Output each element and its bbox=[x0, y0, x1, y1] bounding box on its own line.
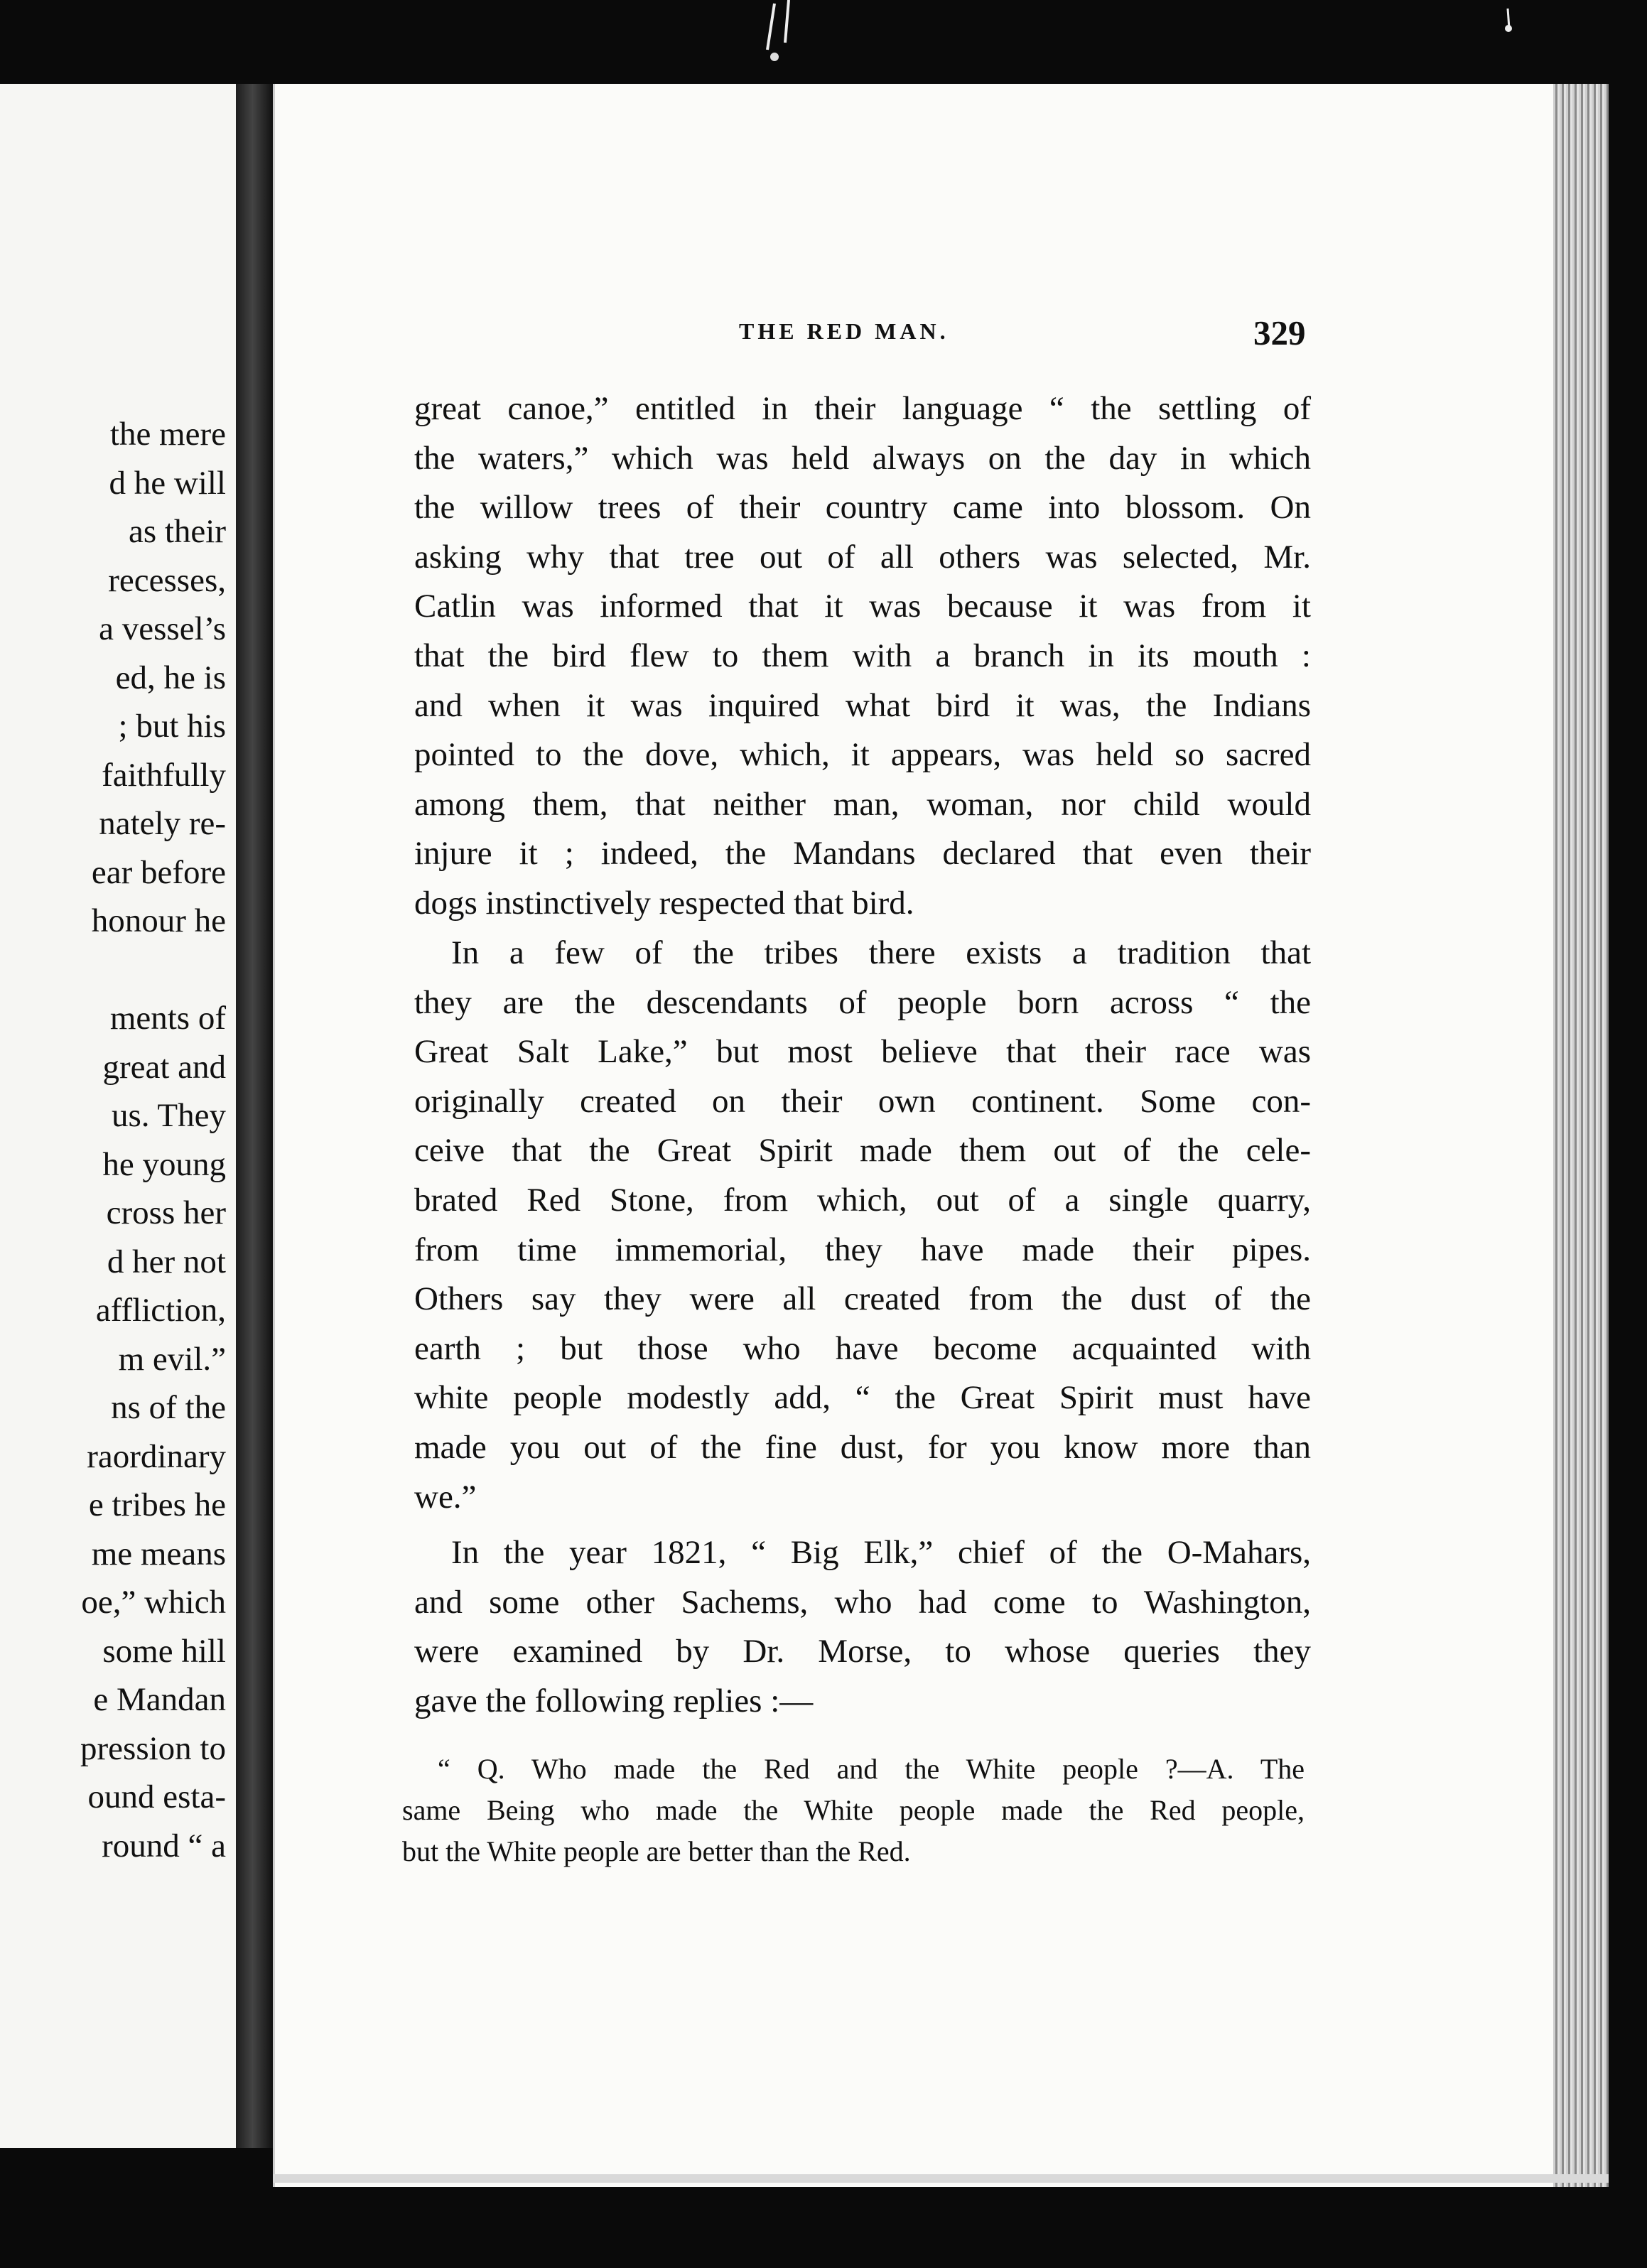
previous-page-line: as their bbox=[128, 513, 226, 550]
paragraph-line: brated Red Stone, from which, out of a single quarry, bbox=[414, 1182, 1311, 1219]
paragraph-line: asking why that tree out of all others was selected, Mr. bbox=[414, 538, 1311, 576]
paragraph-line: great canoe,” entitled in their language “ the settling of bbox=[414, 390, 1311, 427]
quote-line: “ Q. Who made the Red and the White people ?—A. The bbox=[438, 1753, 1305, 1785]
paragraph-line: dogs instinctively respected that bird. bbox=[414, 885, 914, 922]
paragraph-line: originally created on their own continent. Some con- bbox=[414, 1082, 1311, 1120]
paragraph-line: they are the descendants of people born across “ the bbox=[414, 983, 1311, 1021]
book-gutter bbox=[236, 84, 273, 2148]
paragraph-line: white people modestly add, “ the Great Spirit must have bbox=[414, 1379, 1311, 1417]
quote-line: same Being who made the White people made the Red people, bbox=[402, 1794, 1305, 1826]
previous-page-line: honour he bbox=[91, 902, 226, 939]
paragraph-line: Catlin was informed that it was because it was from it bbox=[414, 588, 1311, 625]
previous-page-line: the mere bbox=[109, 416, 226, 453]
previous-page-line: nately re- bbox=[99, 805, 226, 842]
previous-page-line: raordinary bbox=[87, 1437, 226, 1475]
paragraph-line: the waters,” which was held always on the day in which bbox=[414, 439, 1311, 477]
previous-page-line: me means bbox=[91, 1535, 226, 1572]
paragraph-line: Great Salt Lake,” but most believe that their race was bbox=[414, 1033, 1311, 1071]
previous-page-line: oe,” which bbox=[81, 1584, 226, 1621]
previous-page-line: a vessel’s bbox=[99, 610, 226, 647]
paragraph-line: injure it ; indeed, the Mandans declared that even their bbox=[414, 835, 1311, 873]
previous-page-fragment bbox=[0, 84, 236, 2148]
previous-page-line: d her not bbox=[107, 1243, 226, 1280]
paragraph-line: In a few of the tribes there exists a tradition that bbox=[451, 934, 1311, 971]
paragraph-line: among them, that neither man, woman, nor child would bbox=[414, 785, 1311, 823]
previous-page-line: ed, he is bbox=[115, 659, 226, 696]
paragraph-line: made you out of the fine dust, for you know more than bbox=[414, 1429, 1311, 1466]
page-bottom-edge bbox=[273, 2174, 1609, 2183]
previous-page-line: e tribes he bbox=[88, 1486, 226, 1523]
previous-page-line: recesses, bbox=[108, 561, 226, 599]
paragraph-line: pointed to the dove, which, it appears, was held so sacred bbox=[414, 736, 1311, 774]
previous-page-line: he young bbox=[102, 1145, 226, 1183]
running-head: THE RED MAN. bbox=[739, 318, 949, 344]
paragraph-line: that the bird flew to them with a branch in its mouth : bbox=[414, 637, 1311, 674]
previous-page-line: round “ a bbox=[102, 1827, 226, 1864]
previous-page-line: ear before bbox=[91, 853, 226, 891]
previous-page-line: some hill bbox=[102, 1632, 226, 1670]
previous-page-line: ments of bbox=[109, 1000, 226, 1037]
paragraph-line: Others say they were all created from the dust of the bbox=[414, 1280, 1311, 1318]
previous-page-line: us. They bbox=[111, 1097, 226, 1134]
previous-page-line: ound esta- bbox=[87, 1778, 226, 1815]
paragraph-line: gave the following replies :— bbox=[414, 1682, 814, 1719]
previous-page-line: e Mandan bbox=[93, 1681, 226, 1718]
paragraph-line: and when it was inquired what bird it was, the Indians bbox=[414, 686, 1311, 724]
previous-page-line: ns of the bbox=[111, 1389, 226, 1426]
previous-page-line: m evil.” bbox=[118, 1340, 226, 1378]
corner-speck bbox=[1498, 7, 1519, 36]
paragraph-line: were examined by Dr. Morse, to whose queries they bbox=[414, 1633, 1311, 1670]
previous-page-line: great and bbox=[102, 1048, 226, 1086]
previous-page-line: affliction, bbox=[95, 1292, 226, 1329]
page-edges bbox=[1553, 84, 1609, 2187]
quote-line: but the White people are better than the Red. bbox=[402, 1835, 911, 1867]
paragraph-line: we.” bbox=[414, 1478, 477, 1516]
previous-page-line: pression to bbox=[80, 1729, 226, 1767]
paragraph-line: In the year 1821, “ Big Elk,” chief of the O-Mahars, bbox=[451, 1534, 1311, 1571]
page-number: 329 bbox=[1253, 313, 1306, 352]
previous-page-line: ; but his bbox=[118, 708, 226, 745]
paragraph-line: earth ; but those who have become acquainted with bbox=[414, 1329, 1311, 1367]
paragraph-line: the willow trees of their country came into blossom. On bbox=[414, 489, 1311, 526]
paragraph-line: ceive that the Great Spirit made them out of the cele- bbox=[414, 1132, 1311, 1170]
previous-page-line: d he will bbox=[109, 464, 226, 502]
previous-page-line: cross her bbox=[106, 1194, 226, 1231]
paragraph-line: from time immemorial, they have made their pipes. bbox=[414, 1231, 1311, 1268]
previous-page-line: faithfully bbox=[102, 756, 226, 794]
paragraph-line: and some other Sachems, who had come to Washington, bbox=[414, 1583, 1311, 1621]
ink-scratch-marks bbox=[753, 0, 853, 78]
